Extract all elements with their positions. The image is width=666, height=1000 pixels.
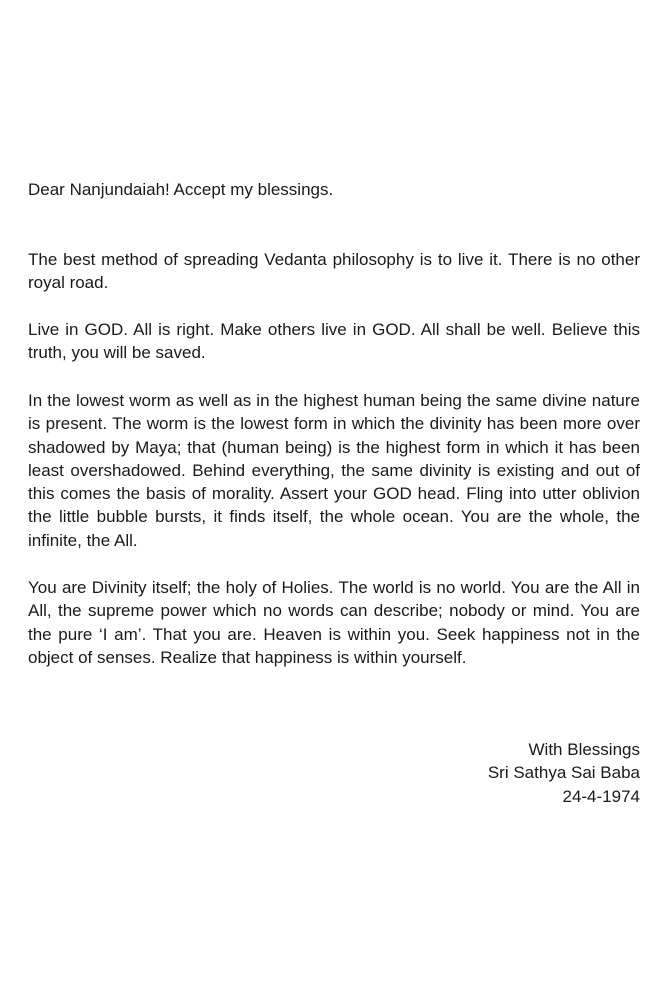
salutation: Dear Nanjundaiah! Accept my blessings. (28, 180, 334, 199)
signature: Sri Sathya Sai Baba (487, 763, 640, 783)
paragraph-4: You are Divinity itself; the holy of Holies. The world is no world. You are the All in All, the supreme power which no words can describe; nobody or mind. You are the pure ‘I am’. That you are. Heaven is within you. Seek happiness not in the object of senses. Realize that happiness is within yourself. (28, 578, 640, 667)
paragraph-3: In the lowest worm as well as in the highest human being the same divine nature is present. The worm is the lowest form in which the divinity has been more over shadowed by Maya; that (human being) is the highest form in which it has been least overshadowed. Behind everything, the same divinity is existing and out of this comes the basis of morality. Assert your GOD head. Fling into utter oblivion the little bubble bursts, it finds itself, the whole ocean. You are the whole, the infinite, the All. (28, 391, 640, 550)
signoff-block (28, 738, 640, 808)
closing: With Blessings (528, 740, 640, 759)
date: 24-4-1974 (562, 786, 640, 806)
paragraph-1: The best method of spreading Vedanta philosophy is to live it. There is no other royal road. (28, 250, 640, 293)
paragraph-2: Live in GOD. All is right. Make others live in GOD. All shall be well. Believe this truth, you will be saved. (28, 320, 640, 363)
